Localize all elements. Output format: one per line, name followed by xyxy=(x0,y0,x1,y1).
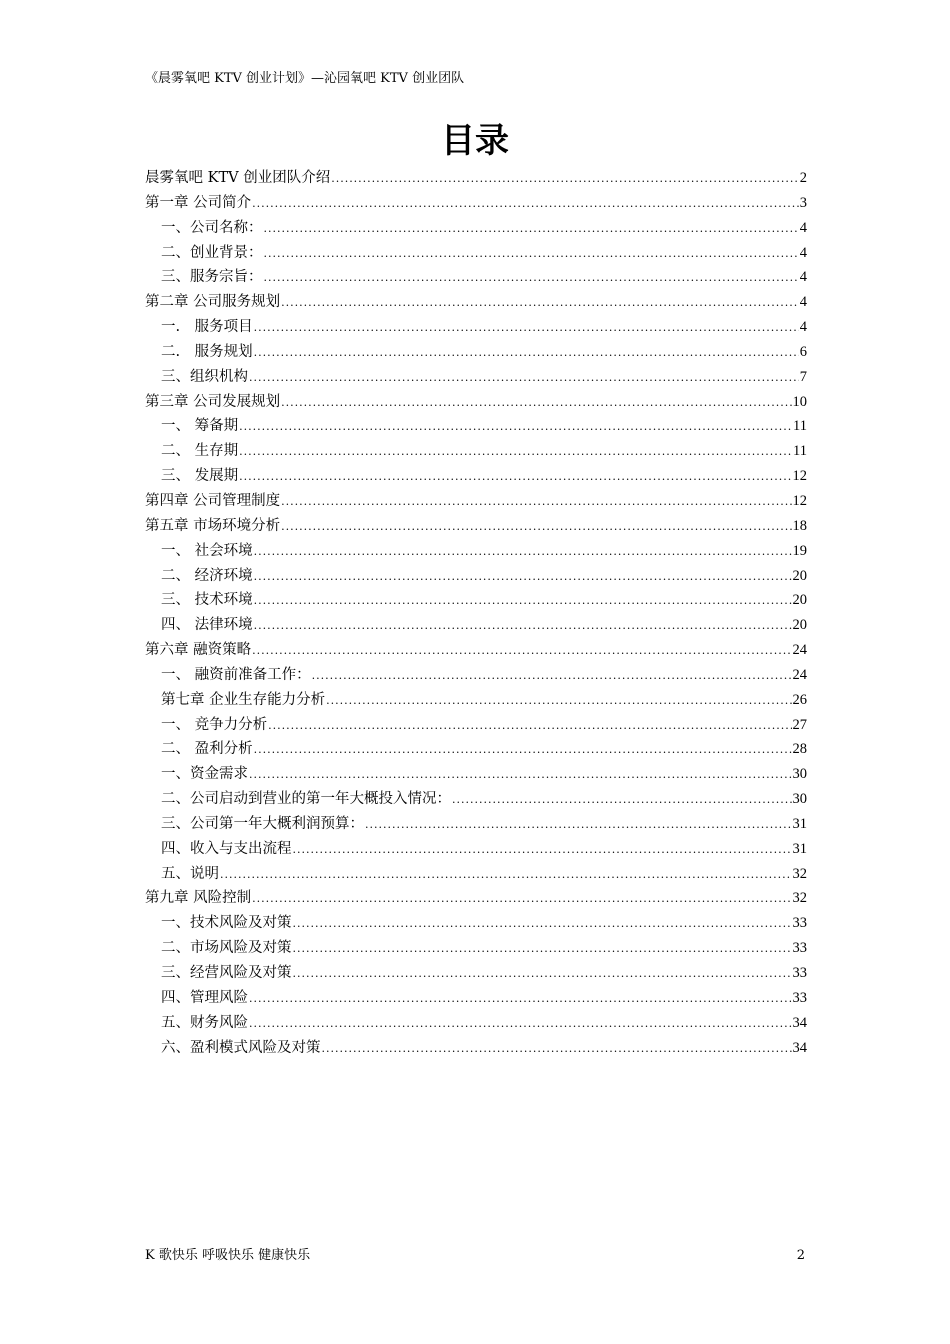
toc-entry[interactable] xyxy=(145,315,807,340)
toc-dot-leader xyxy=(239,415,792,440)
toc-entry[interactable] xyxy=(145,539,807,564)
toc-entry-label: 一. 服务项目 xyxy=(161,319,253,336)
toc-entry-label: 二、公司启动到营业的第一年大概投入情况： xyxy=(161,791,451,808)
toc-entry-label: 一、 融资前准备工作： xyxy=(161,666,311,683)
toc-entry-label: 三、服务宗旨： xyxy=(161,269,263,286)
toc-dot-leader xyxy=(281,490,791,515)
toc-entry[interactable] xyxy=(145,688,807,713)
toc-entry-page: 6 xyxy=(799,343,807,360)
toc-entry-label: 第二章 公司服务规划 xyxy=(145,294,281,311)
toc-entry-label: 第九章 风险控制 xyxy=(145,890,252,907)
toc-entry-label: 一、 筹备期 xyxy=(161,418,239,435)
toc-entry-label: 一、 竞争力分析 xyxy=(161,716,268,733)
toc-entry-label: 四、 法律环境 xyxy=(161,617,253,634)
table-of-contents xyxy=(145,166,807,1060)
toc-entry-label: 四、管理风险 xyxy=(161,989,248,1006)
toc-dot-leader xyxy=(239,465,791,490)
toc-entry-label: 三、组织机构 xyxy=(161,368,248,385)
toc-dot-leader xyxy=(322,1037,792,1062)
toc-entry-page: 33 xyxy=(792,940,807,957)
toc-entry-page: 24 xyxy=(792,666,807,683)
toc-entry-page: 4 xyxy=(799,219,807,236)
toc-entry-page: 24 xyxy=(792,642,807,659)
toc-entry-label: 第七章 企业生存能力分析 xyxy=(161,691,326,708)
toc-dot-leader xyxy=(281,515,791,540)
toc-entry[interactable] xyxy=(145,911,807,936)
toc-entry-page: 20 xyxy=(792,592,807,609)
toc-entry-label: 三、 技术环境 xyxy=(161,592,253,609)
toc-entry-page: 4 xyxy=(799,319,807,336)
toc-entry[interactable] xyxy=(145,265,807,290)
toc-dot-leader xyxy=(293,838,792,863)
toc-dot-leader xyxy=(254,316,799,341)
toc-entry-page: 12 xyxy=(792,492,807,509)
toc-entry[interactable] xyxy=(145,638,807,663)
toc-entry[interactable] xyxy=(145,936,807,961)
toc-entry-page: 20 xyxy=(792,617,807,634)
toc-dot-leader xyxy=(293,912,792,937)
toc-entry[interactable] xyxy=(145,713,807,738)
toc-entry-label: 一、资金需求 xyxy=(161,766,248,783)
toc-entry-page: 34 xyxy=(792,1014,807,1031)
toc-entry[interactable] xyxy=(145,812,807,837)
toc-entry-page: 33 xyxy=(792,989,807,1006)
toc-entry-label: 二. 服务规划 xyxy=(161,343,253,360)
toc-entry-label: 二、 经济环境 xyxy=(161,567,253,584)
toc-dot-leader xyxy=(452,788,792,813)
toc-dot-leader xyxy=(249,1012,792,1037)
toc-dot-leader xyxy=(264,242,799,267)
toc-dot-leader xyxy=(249,366,799,391)
toc-entry-page: 18 xyxy=(792,517,807,534)
toc-entry-page: 30 xyxy=(792,791,807,808)
toc-entry[interactable] xyxy=(145,613,807,638)
toc-entry-label: 一、技术风险及对策 xyxy=(161,915,292,932)
toc-entry-page: 4 xyxy=(799,269,807,286)
toc-entry-label: 第四章 公司管理制度 xyxy=(145,492,281,509)
toc-dot-leader xyxy=(254,341,799,366)
toc-dot-leader xyxy=(268,714,791,739)
toc-entry[interactable] xyxy=(145,837,807,862)
footer-slogan: K 歌快乐 呼吸快乐 健康快乐 xyxy=(145,1248,311,1263)
toc-entry[interactable] xyxy=(145,439,807,464)
toc-dot-leader xyxy=(281,291,799,316)
toc-entry[interactable] xyxy=(145,787,807,812)
toc-dot-leader xyxy=(254,738,792,763)
toc-entry-label: 晨雾氧吧 KTV 创业团队介绍 xyxy=(145,170,331,186)
toc-dot-leader xyxy=(252,192,799,217)
toc-entry-page: 27 xyxy=(792,716,807,733)
toc-dot-leader xyxy=(249,987,792,1012)
toc-entry[interactable] xyxy=(145,663,807,688)
toc-entry-label: 三、经营风险及对策 xyxy=(161,965,292,981)
toc-entry-page: 11 xyxy=(793,443,807,460)
toc-entry-page: 33 xyxy=(792,965,807,981)
toc-entry[interactable] xyxy=(145,886,807,911)
toc-entry-label: 一、 社会环境 xyxy=(161,542,253,559)
toc-dot-leader xyxy=(312,664,792,689)
toc-dot-leader xyxy=(326,689,791,714)
toc-entry-page: 31 xyxy=(792,815,807,832)
toc-entry-page: 10 xyxy=(792,393,807,410)
toc-entry-label: 一、公司名称： xyxy=(161,219,263,236)
toc-entry-page: 3 xyxy=(799,194,807,211)
toc-entry-page: 2 xyxy=(799,170,807,186)
toc-entry-label: 二、市场风险及对策 xyxy=(161,940,292,957)
toc-entry-label: 四、收入与支出流程 xyxy=(161,840,292,857)
toc-dot-leader xyxy=(252,887,791,912)
toc-entry-label: 二、 生存期 xyxy=(161,443,239,460)
toc-entry[interactable] xyxy=(145,340,807,365)
toc-entry-label: 二、创业背景： xyxy=(161,244,263,261)
toc-entry[interactable] xyxy=(145,166,807,191)
toc-dot-leader xyxy=(254,614,792,639)
toc-entry[interactable] xyxy=(145,514,807,539)
toc-entry[interactable] xyxy=(145,191,807,216)
toc-entry-page: 11 xyxy=(793,418,807,435)
toc-entry[interactable] xyxy=(145,862,807,887)
toc-entry-label: 五、财务风险 xyxy=(161,1014,248,1031)
toc-entry-label: 第一章 公司简介 xyxy=(145,194,252,211)
footer-page-number: 2 xyxy=(796,1248,805,1263)
toc-dot-leader xyxy=(293,962,792,987)
toc-title: 目录 xyxy=(441,121,509,161)
toc-entry[interactable] xyxy=(145,986,807,1011)
toc-dot-leader xyxy=(264,217,799,242)
toc-entry-label: 五、说明 xyxy=(161,865,219,882)
toc-entry-page: 28 xyxy=(792,741,807,758)
toc-entry[interactable] xyxy=(145,365,807,390)
page-header: 《晨雾氧吧 KTV 创业计划》—沁园氧吧 KTV 创业团队 xyxy=(145,71,465,86)
toc-entry[interactable] xyxy=(145,1036,807,1061)
toc-entry-page: 20 xyxy=(792,567,807,584)
toc-dot-leader xyxy=(365,813,792,838)
toc-entry-label: 三、 发展期 xyxy=(161,468,239,485)
toc-entry[interactable] xyxy=(145,1011,807,1036)
toc-entry-label: 六、盈利模式风险及对策 xyxy=(161,1039,321,1056)
toc-entry-page: 19 xyxy=(792,542,807,559)
toc-entry-page: 26 xyxy=(792,691,807,708)
toc-entry-page: 32 xyxy=(792,890,807,907)
toc-entry[interactable] xyxy=(145,290,807,315)
toc-entry[interactable] xyxy=(145,762,807,787)
toc-entry[interactable] xyxy=(145,414,807,439)
toc-dot-leader xyxy=(254,589,792,614)
toc-dot-leader xyxy=(220,863,792,888)
toc-dot-leader xyxy=(254,565,792,590)
toc-entry-page: 7 xyxy=(799,368,807,385)
toc-entry-page: 30 xyxy=(792,766,807,783)
toc-entry[interactable] xyxy=(145,241,807,266)
toc-dot-leader xyxy=(252,639,791,664)
toc-dot-leader xyxy=(249,763,792,788)
toc-dot-leader xyxy=(264,266,799,291)
toc-entry[interactable] xyxy=(145,961,807,986)
toc-entry-page: 4 xyxy=(799,294,807,311)
toc-entry-label: 第三章 公司发展规划 xyxy=(145,393,281,410)
toc-entry-label: 二、 盈利分析 xyxy=(161,741,253,758)
toc-entry-page: 31 xyxy=(792,840,807,857)
toc-entry[interactable] xyxy=(145,564,807,589)
toc-dot-leader xyxy=(239,440,792,465)
toc-entry-page: 34 xyxy=(792,1039,807,1056)
toc-entry[interactable] xyxy=(145,216,807,241)
toc-entry-page: 32 xyxy=(792,865,807,882)
toc-dot-leader xyxy=(281,391,791,416)
toc-entry[interactable] xyxy=(145,489,807,514)
toc-entry-page: 12 xyxy=(792,468,807,485)
toc-entry-label: 第六章 融资策略 xyxy=(145,642,252,659)
toc-dot-leader xyxy=(331,167,799,192)
toc-entry[interactable] xyxy=(145,464,807,489)
toc-entry-page: 4 xyxy=(799,244,807,261)
toc-entry[interactable] xyxy=(145,737,807,762)
toc-entry-page: 33 xyxy=(792,915,807,932)
toc-dot-leader xyxy=(293,937,792,962)
toc-entry-label: 第五章 市场环境分析 xyxy=(145,517,281,534)
toc-entry[interactable] xyxy=(145,390,807,415)
toc-entry-label: 三、公司第一年大概利润预算： xyxy=(161,815,364,832)
toc-entry[interactable] xyxy=(145,588,807,613)
toc-dot-leader xyxy=(254,540,792,565)
